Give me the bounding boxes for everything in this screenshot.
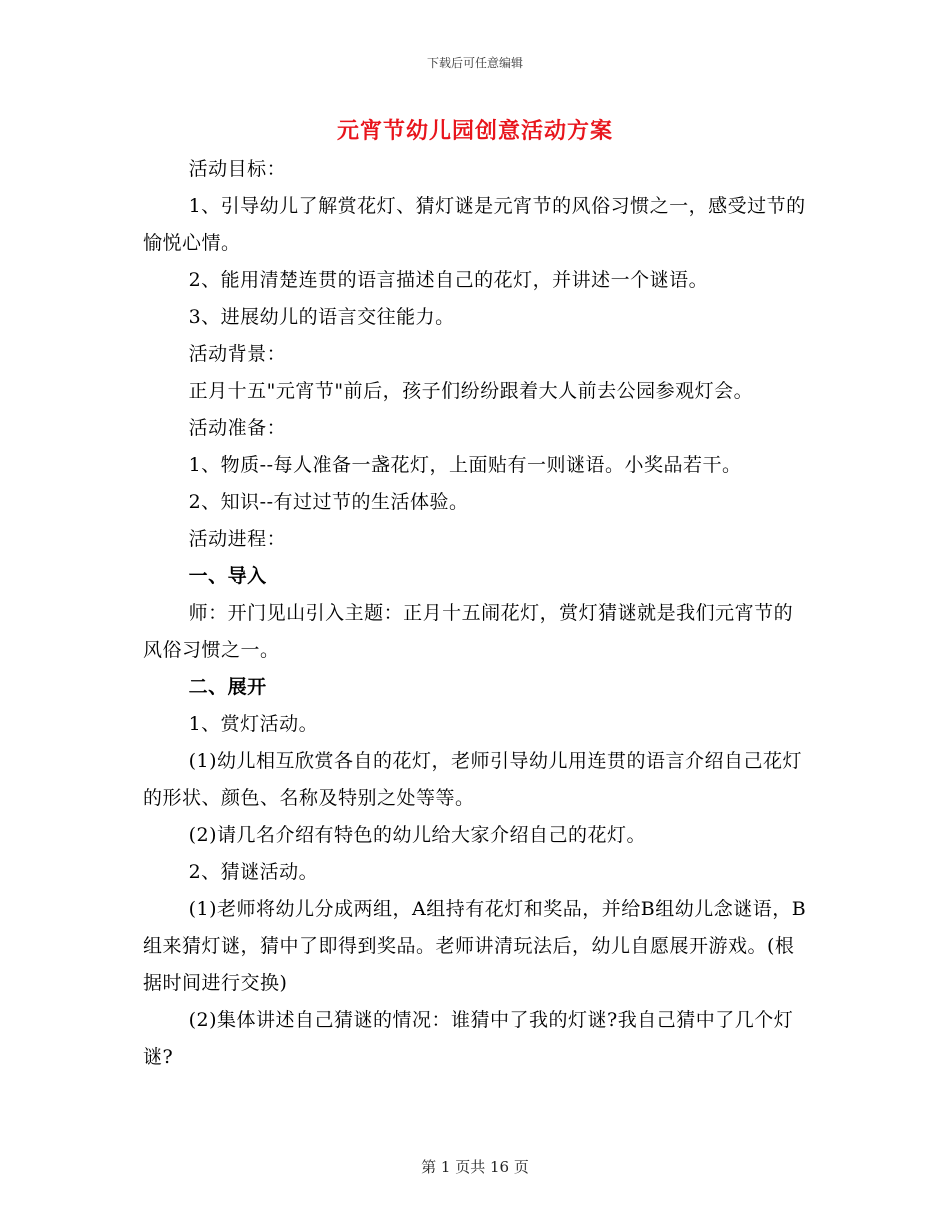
paragraph-intro: 师：开门见山引入主题：正月十五闹花灯，赏灯猜谜就是我们元宵节的风俗习惯之一。 [143, 602, 794, 661]
section-heading-develop: 二、展开 [188, 676, 267, 698]
header-note: 下载后可任意编辑 [426, 56, 523, 70]
paragraph-riddle-step-2: (2)集体讲述自己猜谜的情况：谁猜中了我的灯谜?我自己猜中了几个灯谜? [143, 1009, 794, 1068]
paragraph-goal-3: 3、进展幼儿的语言交往能力。 [188, 306, 455, 328]
section-heading-intro: 一、导入 [188, 565, 267, 587]
paragraph-goal-2: 2、能用清楚连贯的语言描述自己的花灯，并讲述一个谜语。 [188, 269, 709, 291]
paragraph-background: 正月十五"元宵节"前后，孩子们纷纷跟着大人前去公园参观灯会。 [188, 380, 754, 402]
paragraph-background-heading: 活动背景： [188, 343, 287, 365]
paragraph-goals-heading: 活动目标： [188, 158, 287, 180]
paragraph-preparation-2: 2、知识--有过过节的生活体验。 [188, 491, 469, 513]
paragraph-preparation-heading: 活动准备： [188, 417, 287, 439]
paragraph-lantern-step-1: (1)幼儿相互欣赏各自的花灯，老师引导幼儿用连贯的语言介绍自己花灯的形状、颜色、名称及特别之处等等。 [143, 750, 803, 809]
paragraph-riddle-step-1: (1)老师将幼儿分成两组，A组持有花灯和奖品，并给B组幼儿念谜语，B组来猜灯谜，猜中了即得到奖品。老师讲清玩法后，幼儿自愿展开游戏。(根据时间进行交换) [143, 898, 807, 994]
page-number: 第 1 页共 16 页 [421, 1158, 529, 1176]
paragraph-goal-1: 1、引导幼儿了解赏花灯、猜灯谜是元宵节的风俗习惯之一，感受过节的愉悦心情。 [143, 195, 806, 254]
paragraph-preparation-1: 1、物质--每人准备一盏花灯，上面贴有一则谜语。小奖品若干。 [188, 454, 742, 476]
document-title: 元宵节幼儿园创意活动方案 [336, 118, 613, 144]
document-body [143, 151, 808, 1076]
paragraph-lantern-step-2: (2)请几名介绍有特色的幼儿给大家介绍自己的花灯。 [188, 824, 647, 846]
paragraph-lantern-activity: 1、赏灯活动。 [188, 713, 319, 735]
paragraph-process-heading: 活动进程： [188, 528, 287, 550]
paragraph-riddle-activity: 2、猜谜活动。 [188, 861, 319, 883]
